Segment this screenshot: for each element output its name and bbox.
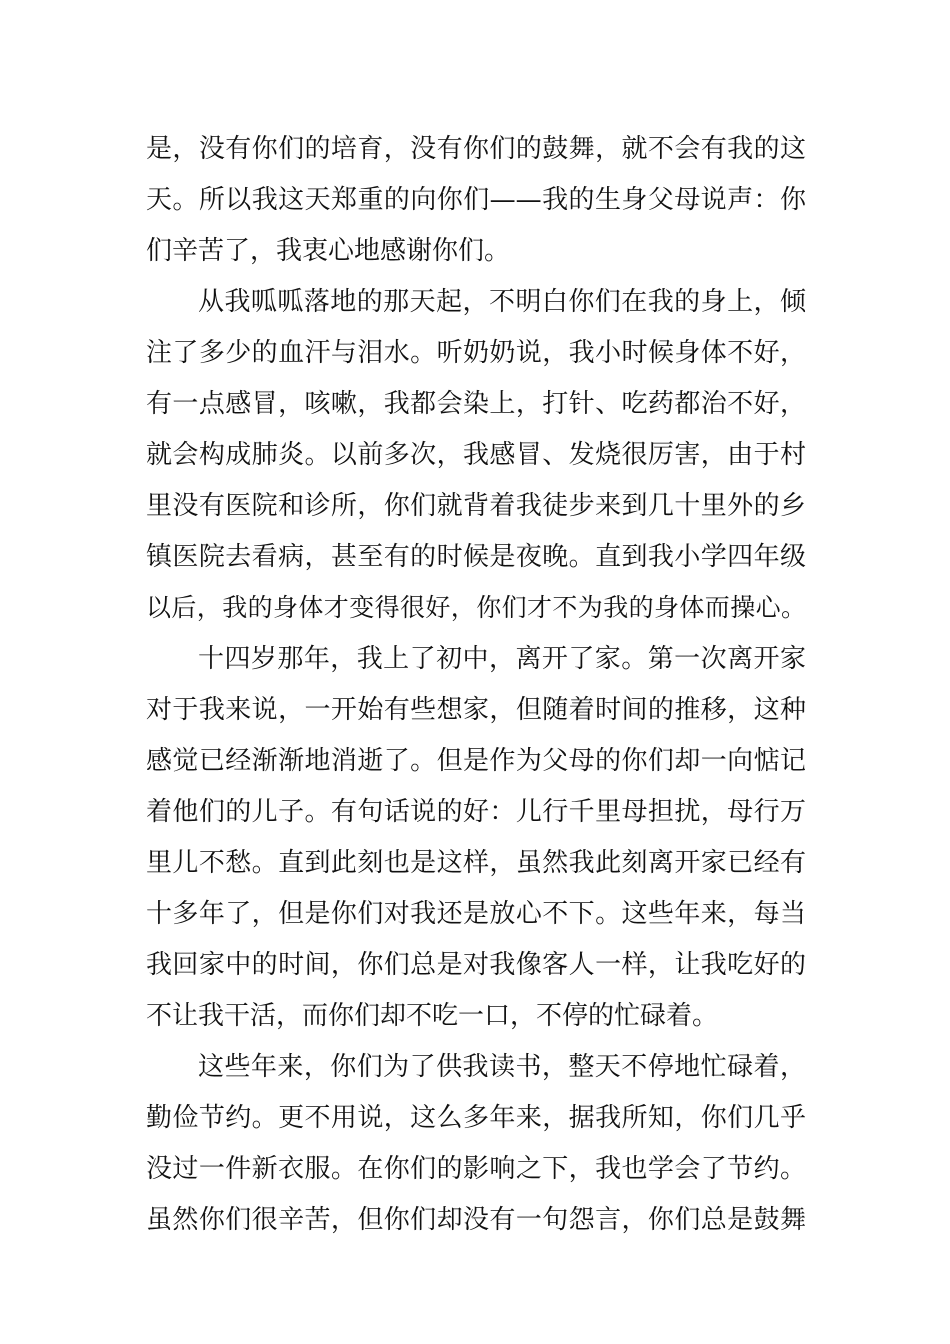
text-line-19: 这些年来，你们为了供我读书，整天不停地忙碌着， <box>198 1052 806 1082</box>
text-line-9: 镇医院去看病，甚至有的时候是夜晚。直到我小学四年级 <box>146 542 806 572</box>
text-line-8: 里没有医院和诊所，你们就背着我徒步来到几十里外的乡 <box>146 491 806 521</box>
text-line-22: 虽然你们很辛苦，但你们却没有一句怨言，你们总是鼓舞 <box>146 1205 806 1235</box>
text-line-15: 里儿不愁。直到此刻也是这样，虽然我此刻离开家已经有 <box>146 848 806 878</box>
text-line-20: 勤俭节约。更不用说，这么多年来，据我所知，你们几乎 <box>146 1103 806 1133</box>
text-line-6: 有一点感冒，咳嗽，我都会染上，打针、吃药都治不好， <box>146 389 806 419</box>
text-line-17: 我回家中的时间，你们总是对我像客人一样，让我吃好的 <box>146 950 806 980</box>
text-line-10: 以后，我的身体才变得很好，你们才不为我的身体而操心。 <box>146 593 806 622</box>
text-line-3: 们辛苦了，我衷心地感谢你们。 <box>146 236 511 266</box>
text-line-12: 对于我来说，一开始有些想家，但随着时间的推移，这种 <box>146 695 806 725</box>
text-line-5: 注了多少的血汗与泪水。听奶奶说，我小时候身体不好， <box>146 338 806 368</box>
text-line-7: 就会构成肺炎。以前多次，我感冒、发烧很厉害，由于村 <box>146 440 806 470</box>
text-line-4: 从我呱呱落地的那天起，不明白你们在我的身上，倾 <box>198 287 806 317</box>
text-line-1: 是，没有你们的培育，没有你们的鼓舞，就不会有我的这 <box>146 134 806 164</box>
text-line-16: 十多年了，但是你们对我还是放心不下。这些年来，每当 <box>146 899 806 929</box>
text-line-13: 感觉已经渐渐地消逝了。但是作为父母的你们却一向惦记 <box>146 746 806 776</box>
text-line-2: 天。所以我这天郑重的向你们——我的生身父母说声：你 <box>146 185 806 215</box>
text-line-21: 没过一件新衣服。在你们的影响之下，我也学会了节约。 <box>146 1154 806 1184</box>
text-line-11: 十四岁那年，我上了初中，离开了家。第一次离开家 <box>198 644 806 674</box>
text-line-14: 着他们的儿子。有句话说的好：儿行千里母担扰，母行万 <box>146 797 806 827</box>
text-line-18: 不让我干活，而你们却不吃一口，不停的忙碌着。 <box>146 1001 719 1031</box>
